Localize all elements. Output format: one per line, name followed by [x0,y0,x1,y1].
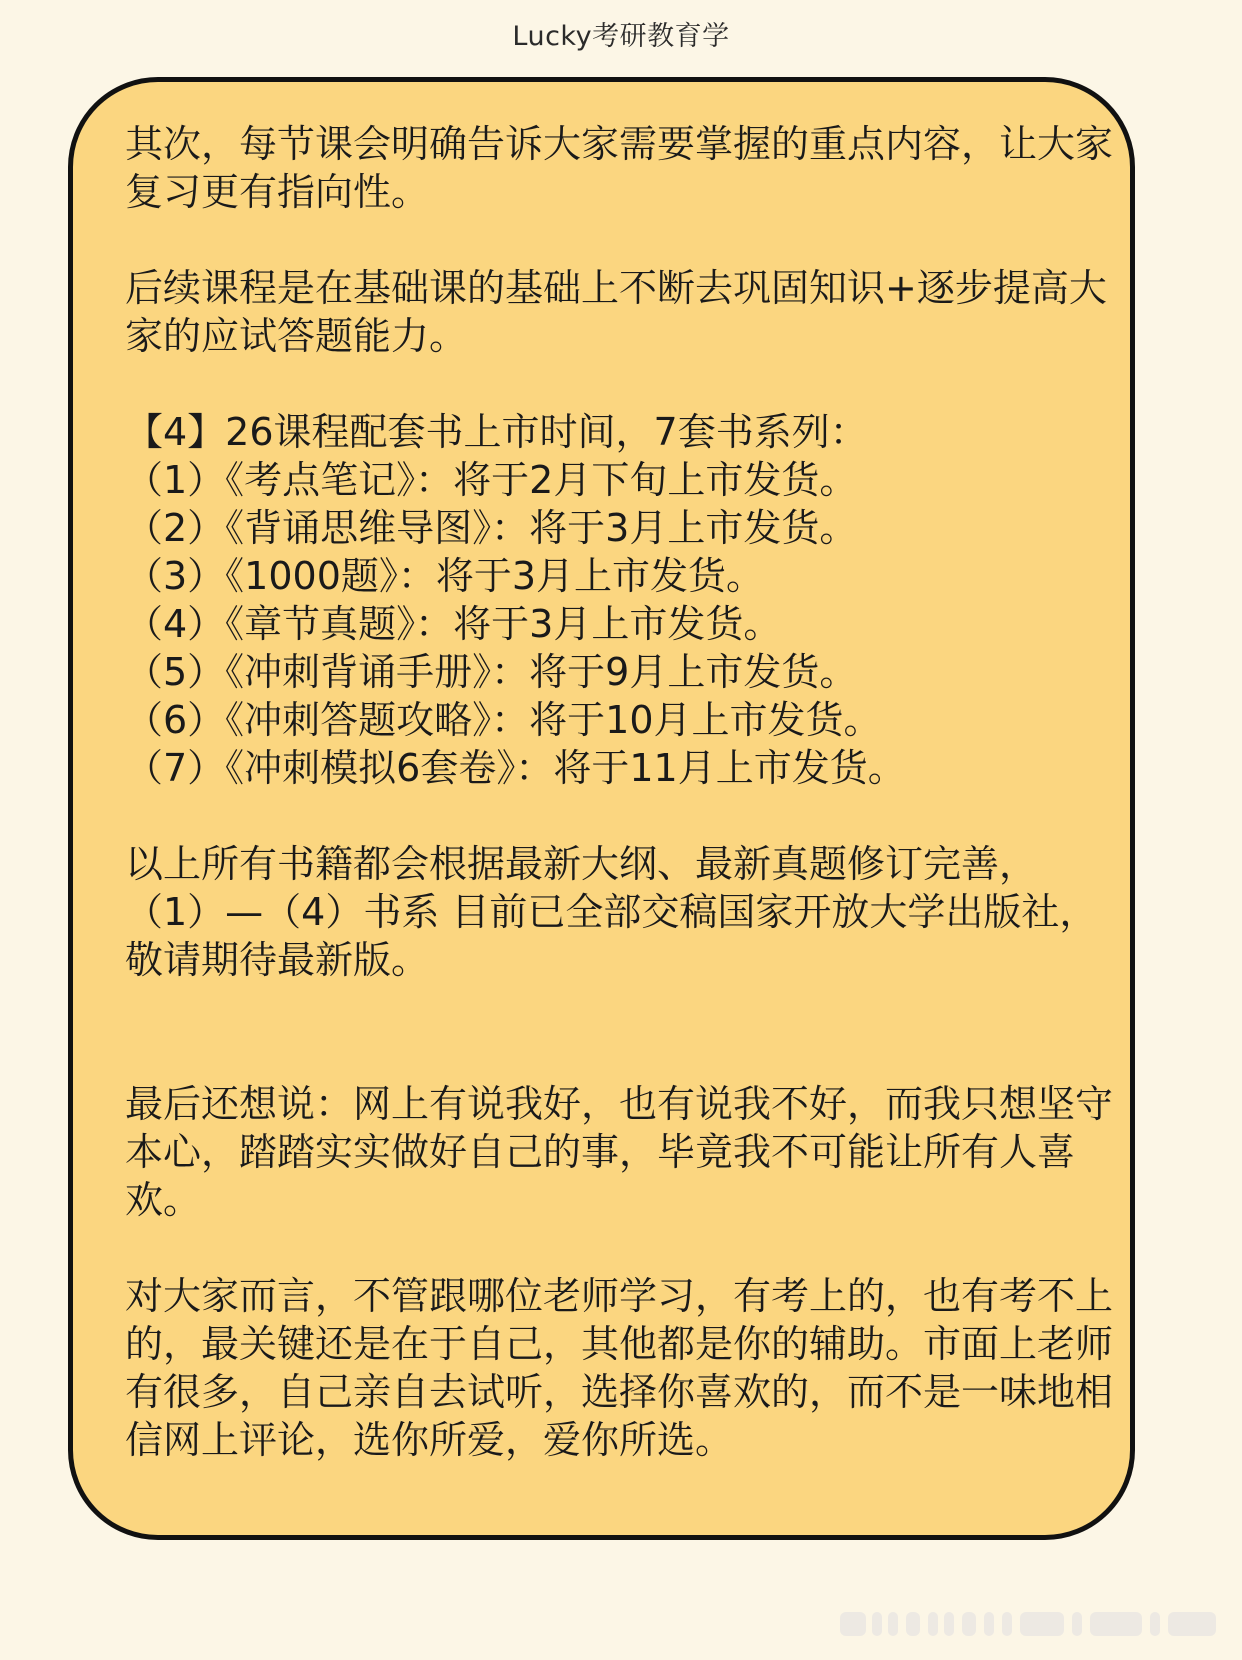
paragraph-final-words: 最后还想说：网上有说我好，也有说我不好，而我只想坚守本心，踏踏实实做好自己的事，毕竟我不可能让所有人喜欢。 [125,1082,1114,1222]
book-item: （2）《背诵思维导图》：将于3月上市发货。 [125,506,858,550]
book-list-heading: 【4】26课程配套书上市时间，7套书系列： [125,410,868,454]
paragraph-advice: 对大家而言，不管跟哪位老师学习，有考上的，也有考不上的，最关键还是在于自己，其他都是你的辅助。市面上老师有很多，自己亲自去试听，选择你喜欢的，而不是一味地相信网上评论，选你所爱，爱你所选。 [125,1274,1114,1462]
paragraph-focus-points: 其次，每节课会明确告诉大家需要掌握的重点内容，让大家复习更有指向性。 [125,122,1114,214]
spacer [125,360,1125,408]
page-header-title: Lucky考研教育学 [512,21,730,52]
book-item: （7）《冲刺模拟6套卷》：将于11月上市发货。 [125,746,906,790]
watermark-logo [840,1612,1230,1636]
paragraph-book-revision-line2: （1）—（4）书系 目前已全部交稿国家开放大学出版社， [125,890,1098,934]
book-item: （6）《冲刺答题攻略》：将于10月上市发货。 [125,698,882,742]
spacer [125,984,1125,1080]
content-card [68,77,1135,1540]
paragraph-book-revision-line1: 以上所有书籍都会根据最新大纲、最新真题修订完善， [125,842,1038,886]
book-item: （4）《章节真题》：将于3月上市发货。 [125,602,782,646]
book-item: （5）《冲刺背诵手册》：将于9月上市发货。 [125,650,858,694]
spacer [125,1224,1125,1272]
card-text-body [125,120,1125,1464]
paragraph-book-revision-line3: 敬请期待最新版。 [125,938,430,982]
book-item: （3）《1000题》：将于3月上市发货。 [125,554,765,598]
spacer [125,792,1125,840]
paragraph-follow-up-courses: 后续课程是在基础课的基础上不断去巩固知识+逐步提高大家的应试答题能力。 [125,266,1107,358]
book-release-list [125,408,1125,792]
spacer [125,216,1125,264]
book-item: （1）《考点笔记》：将于2月下旬上市发货。 [125,458,858,502]
